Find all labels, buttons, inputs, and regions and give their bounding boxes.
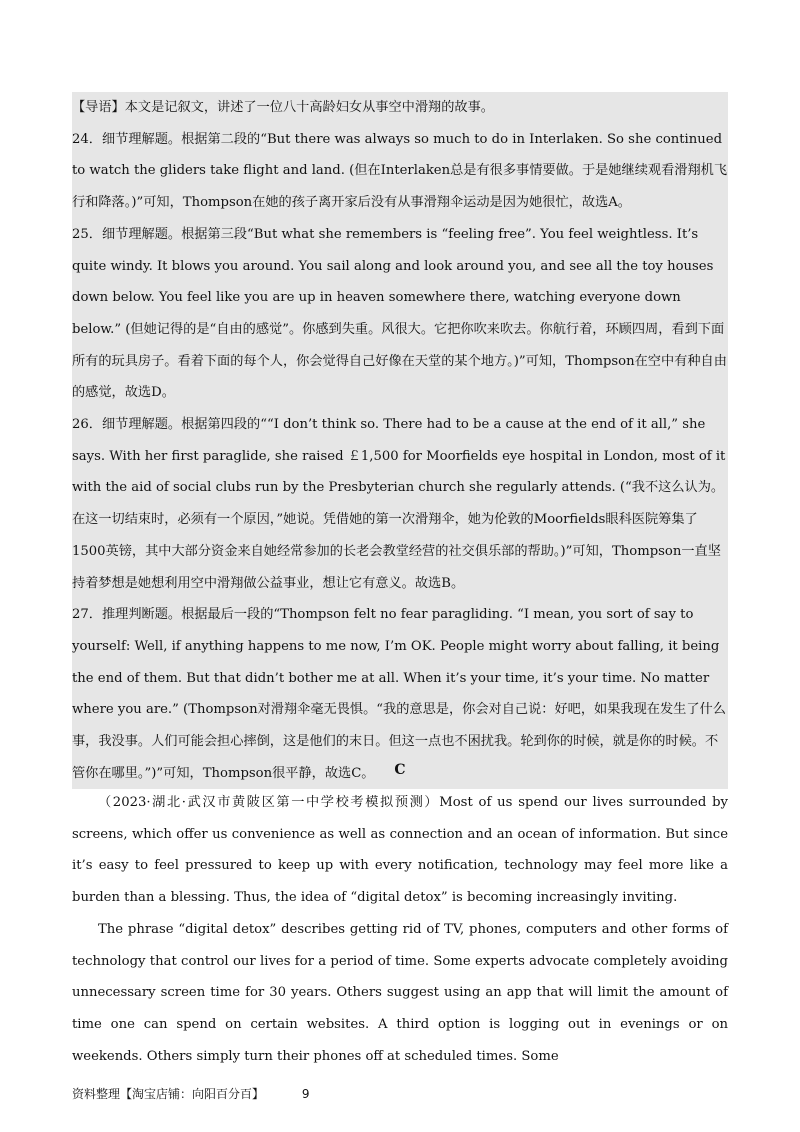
analysis-intro: 【导语】本文是记叙文，讲述了一位八十高龄妇女从事空中滑翔的故事。 [72, 100, 494, 115]
section-heading: C [394, 762, 406, 778]
passage-paragraph-2: The phrase “digital detox” describes getting rid of TV, phones, computers and other forms of technology that control our lives for a period of time. Some experts advocate completely avoiding unnecessary screen time for 30 years. Others suggest using an app that will limit the amount of time one can spend on certain websites. A third option is logging out in evenings or on weekends. Others simply turn their phones off at scheduled times. Some [72, 921, 728, 1064]
analysis-question-27: 27．推理判断题。根据最后一段的“Thompson felt no fear paragliding. “I mean, you sort of say to yourself: Well, if anything happens to me now, I’m OK. People might worry about falling, it being the end of them. But that didn’t bother me at all. When it’s your time, it’s your time. No matter where you are.” (Thompson对滑翔伞毫无畏惧。“我的意思是，你会对自己说：好吧，如果我现在发生了什么事，我没事。人们可能会担心摔倒，这是他们的末日。但这一点也不困扰我。轮到你的时候，就是你的时候。不管你在哪里。”)”可知，Thompson很平静，故选C。 [72, 607, 726, 781]
page-footer [72, 1086, 309, 1102]
analysis-question-25: 25．细节理解题。根据第三段“But what she remembers is “feeling free”. You feel weightless. It’s quite windy. It blows you around. You sail along and look around you, and see all the toy houses down below. You feel like you are up in heaven somewhere there, watching everyone down below.” (但她记得的是“自由的感觉”。你感到失重。风很大。它把你吹来吹去。你航行着，环顾四周，看到下面所有的玩具房子。看着下面的每个人，你会觉得自己好像在天堂的某个地方。)”可知，Thompson在空中有种自由的感觉，故选D。 [72, 226, 727, 401]
reading-passage [72, 787, 728, 1072]
answer-analysis-block [72, 92, 728, 789]
analysis-question-24: 24．细节理解题。根据第二段的“But there was always so much to do in Interlaken. So she continued to watch the gliders take flight and land. (但在Interlaken总是有很多事情要做。于是她继续观看滑翔机飞行和降落。)”可知，Thompson在她的孩子离开家后没有从事滑翔伞运动是因为她很忙，故选A。 [72, 131, 728, 211]
page-number: 9 [301, 1087, 310, 1101]
analysis-question-26: 26．细节理解题。根据第四段的““I don’t think so. There had to be a cause at the end of it all,” she says. With her first paraglide, she raised ￡1,500 for Moorfields eye hospital in London, most of it with the aid of social clubs run by the Presbyterian church she regularly attends. (“我不这么认为。在这一切结束时，必须有一个原因，”她说。凭借她的第一次滑翔伞，她为伦敦的Moorfields眼科医院筹集了1500英镑，其中大部分资金来自她经常参加的长老会教堂经营的社交俱乐部的帮助。)”可知，Thompson一直坚持着梦想是她想利用空中滑翔做公益事业，想让它有意义。故选B。 [72, 417, 726, 591]
passage-paragraph-1: （2023·湖北·武汉市黄陂区第一中学校考模拟预测）Most of us spend our lives surrounded by screens, which offer us convenience as well as connection and an ocean of information. But since it’s easy to feel pressured to keep up with every notification, technology may feel more like a burden than a blessing. Thus, the idea of “digital detox” is becoming increasingly inviting. [72, 795, 728, 906]
footer-source: 资料整理【淘宝店铺：向阳百分百】 [72, 1087, 265, 1101]
